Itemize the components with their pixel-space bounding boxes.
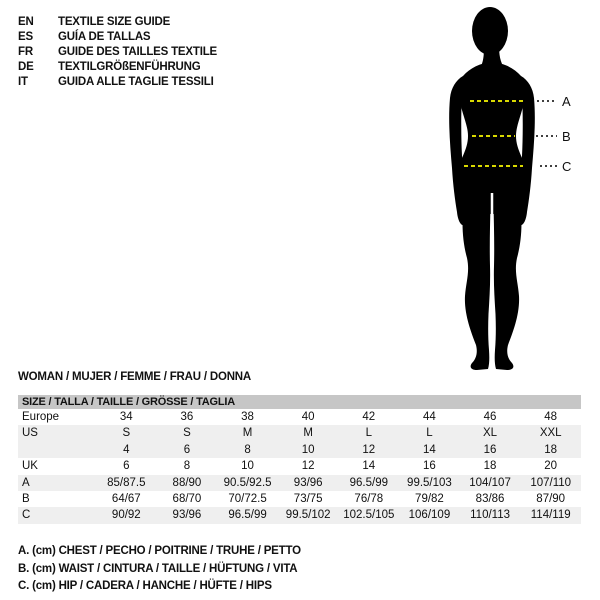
table-row [18, 458, 581, 474]
size-cell: 93/96 [172, 509, 202, 522]
size-cell: 14 [362, 460, 376, 473]
table-row [18, 491, 581, 507]
size-cell: 110/113 [470, 509, 510, 522]
language-code: FR [18, 46, 33, 58]
size-cell: 64/67 [111, 492, 141, 505]
language-row [18, 15, 217, 30]
size-cell: 96.5/99 [228, 509, 267, 522]
language-code: EN [18, 16, 34, 28]
size-cell: 79/82 [415, 492, 444, 505]
size-cell: 88/90 [172, 476, 202, 489]
marker-label-a: A [562, 94, 571, 109]
silhouette-right-leg [494, 196, 522, 370]
size-cell: 90/92 [111, 509, 141, 522]
size-cell: 99.5/103 [407, 476, 452, 489]
size-cell: 36 [180, 411, 194, 423]
size-cell: 96.5/99 [349, 476, 388, 489]
legend-line: A. (cm) CHEST / PECHO / POITRINE / TRUHE / PETTO [18, 545, 301, 557]
row-label: UK [22, 460, 38, 473]
size-cell: M [303, 427, 313, 440]
size-cell: 76/78 [354, 492, 384, 505]
size-cell: 4 [123, 443, 130, 456]
size-cell: 6 [183, 443, 191, 456]
size-cell: 106/109 [408, 509, 451, 522]
woman-silhouette-figure [430, 0, 600, 380]
size-cell: 40 [301, 411, 315, 423]
row-label: US [22, 427, 38, 440]
size-cell: L [426, 427, 433, 440]
size-cell: 90.5/92.5 [223, 476, 272, 489]
size-cell: 48 [544, 411, 558, 423]
table-row [18, 475, 581, 491]
size-cell: 6 [123, 460, 130, 473]
size-cell: 20 [544, 460, 558, 473]
legend-line: C. (cm) HIP / CADERA / HANCHE / HÜFTE / HIPS [18, 580, 272, 592]
language-code: DE [18, 61, 34, 73]
size-cell: 104/107 [469, 476, 511, 489]
size-table-body [18, 409, 581, 524]
size-cell: 99.5/102 [285, 509, 331, 522]
size-cell: 16 [483, 443, 497, 456]
language-title: TEXTILE SIZE GUIDE [58, 16, 171, 28]
size-cell: 46 [483, 411, 497, 423]
size-cell: 10 [241, 460, 254, 473]
section-title: WOMAN / MUJER / FEMME / FRAU / DONNA [18, 371, 252, 383]
size-cell: S [183, 427, 191, 440]
size-cell: XL [483, 427, 498, 440]
size-cell: 42 [362, 411, 376, 423]
size-cell: 8 [244, 443, 251, 456]
size-cell: 93/96 [293, 476, 323, 489]
size-cell: 16 [423, 460, 436, 473]
language-list [18, 15, 217, 90]
size-cell: 8 [183, 460, 191, 473]
table-row [18, 409, 581, 425]
size-cell: 102.5/105 [343, 509, 395, 522]
silhouette-left-leg [463, 196, 491, 370]
size-cell: 85/87.5 [107, 476, 146, 489]
size-cell: 38 [241, 411, 254, 423]
marker-label-c: C [562, 159, 572, 174]
language-row [18, 45, 217, 60]
language-row [18, 60, 217, 75]
size-cell: 87/90 [536, 492, 566, 505]
size-cell: 68/70 [172, 492, 202, 505]
size-table-header: SIZE / TALLA / TAILLE / GRÖSSE / TAGLIA [18, 395, 581, 409]
language-code: IT [18, 76, 28, 88]
size-cell: 34 [119, 411, 133, 423]
size-cell: 12 [362, 443, 376, 456]
language-title: GUIDA ALLE TAGLIE TESSILI [58, 76, 214, 88]
size-cell: 107/110 [530, 476, 572, 489]
size-cell: 12 [301, 460, 315, 473]
legend [18, 543, 301, 596]
silhouette-torso [456, 62, 527, 214]
table-row [18, 442, 581, 458]
size-cell: 114/119 [530, 509, 571, 522]
woman-silhouette [449, 7, 535, 370]
row-label [18, 442, 96, 458]
size-cell: 18 [483, 460, 497, 473]
size-cell: 70/72.5 [228, 492, 267, 505]
size-cell: 10 [301, 443, 315, 456]
marker-label-b: B [562, 129, 571, 144]
language-row [18, 75, 217, 90]
language-title: GUÍA DE TALLAS [58, 31, 151, 43]
row-label: B [22, 492, 30, 505]
row-label: C [22, 509, 31, 522]
row-label: A [22, 476, 30, 489]
size-cell: M [242, 427, 253, 440]
legend-line: B. (cm) WAIST / CINTURA / TAILLE / HÜFTUNG / VITA [18, 562, 298, 575]
size-cell: 44 [423, 411, 436, 423]
size-cell: S [122, 427, 131, 440]
size-cell: 73/75 [293, 492, 323, 505]
table-row [18, 425, 581, 441]
table-row [18, 507, 581, 523]
language-code: ES [18, 31, 33, 43]
language-title: TEXTILGRÖßENFÜHRUNG [58, 61, 201, 73]
size-cell: XXL [539, 427, 562, 440]
size-cell: 14 [423, 443, 436, 456]
language-row [18, 30, 217, 45]
language-title: GUIDE DES TAILLES TEXTILE [58, 46, 217, 58]
size-cell: L [365, 427, 373, 440]
size-cell: 18 [544, 443, 558, 456]
size-cell: 83/86 [475, 492, 505, 505]
row-label: Europe [22, 411, 60, 423]
size-table [18, 395, 581, 524]
